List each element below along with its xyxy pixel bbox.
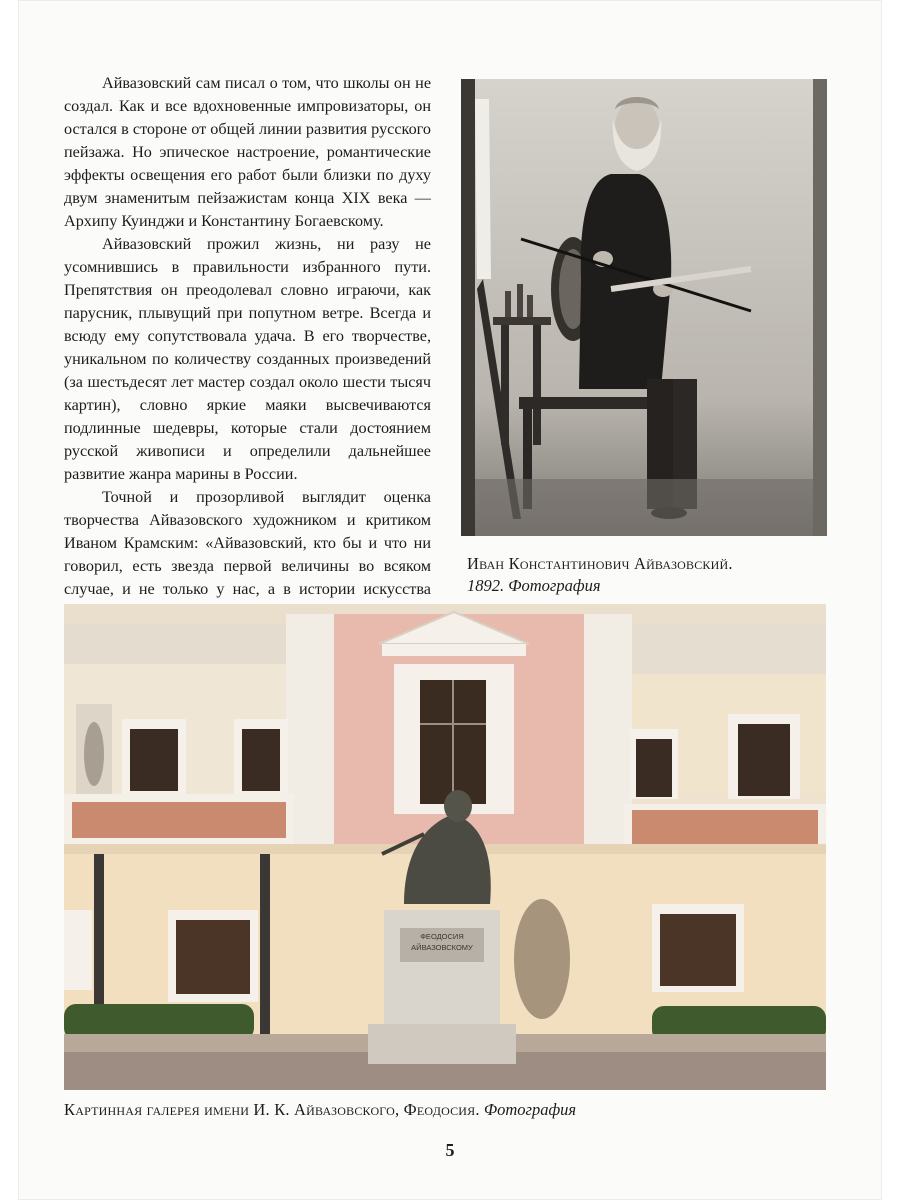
monument-inscription-line-1: ФЕОДОСИЯ bbox=[420, 932, 464, 941]
book-page bbox=[18, 0, 882, 1200]
paragraph-3: Точной и прозорливой выглядит оценка творчества Айвазовского художником и критиком Иваном Крамским: «Айвазовский, кто бы и что ни говорил, есть звезда первой величины во всяком случае, и не только у нас, а в истории искусства bbox=[64, 488, 431, 598]
portrait-caption-name: Иван Константинович Айвазовский. bbox=[467, 554, 733, 573]
gallery-caption bbox=[64, 1099, 844, 1121]
body-text bbox=[64, 72, 431, 624]
paragraph-1: Айвазовский сам писал о том, что школы он не создал. Как и все вдохновенные импровизаторы, он остался в стороне от общей линии развития русского пейзажа. Но эпическое настроение, романтические эффекты освещения его работ были близки по духу двум знаменитым пейзажистам конца XIX века — Архипу Куинджи и Константину Богаевскому. bbox=[64, 74, 431, 230]
page-number: 5 bbox=[445, 1140, 455, 1160]
monument-inscription-line-2: АЙВАЗОВСКОМУ bbox=[411, 943, 473, 952]
monument-inscription bbox=[400, 931, 484, 953]
portrait-photo bbox=[461, 79, 827, 536]
gallery-caption-type: Фотография bbox=[483, 1100, 577, 1119]
gallery-photo bbox=[64, 604, 826, 1090]
gallery-caption-name: Картинная галерея имени И. К. Айвазовского, Феодосия. bbox=[64, 1100, 480, 1119]
portrait-caption-date: 1892. Фотография bbox=[467, 576, 601, 595]
portrait-caption bbox=[467, 553, 827, 597]
paragraph-2: Айвазовский прожил жизнь, ни разу не усомнившись в правильности избранного пути. Препятствия он преодолевал словно играючи, как парусник, плывущий при попутном ветре. Всегда и всюду ему сопутствовала удача. В его творчестве, уникальном по количеству созданных произведений (за шестьдесят лет мастер создал около шести тысяч картин), словно яркие маяки высвечиваются подлинные шедевры, которые стали достоянием русской живописи и определили дальнейшее развитие жанра марины в России. bbox=[64, 235, 431, 483]
